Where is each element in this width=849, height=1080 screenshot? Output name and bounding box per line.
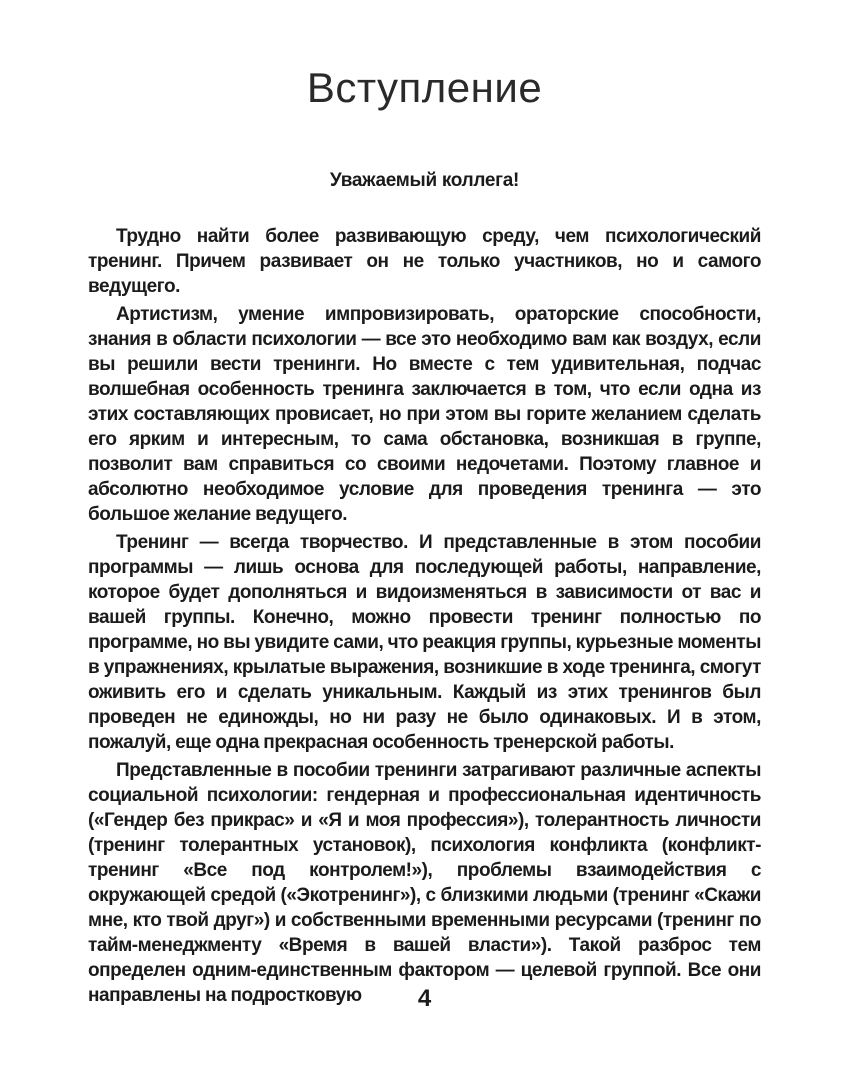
body-text [88,224,761,1008]
paragraph-2: Артистизм, умение импровизировать, ораторские способности, знания в области психологии — все это необходимо вам как воздух, если вы решили вести тренинги. Но вместе с тем удивительная, подчас волшебная особенность тренинга заключается в том, что если одна из этих составляющих провисает, но при этом вы горите желанием сделать его ярким и интересным, то сама обстановка, возникшая в группе, позволит вам справиться со своими недочетами. Поэтому главное и абсолютно необходимое условие для проведения тренинга — это большое желание ведущего. [88,304,761,525]
salutation: Уважаемый коллега! [329,170,520,191]
paragraph-3: Тренинг — всегда творчество. И представленные в этом пособии программы — лишь основа для последующей работы, направление, которое будет дополняться и видоизменяться в зависимости от вас и вашей группы. Конечно, можно провести тренинг полностью по программе, но вы увидите сами, что реакция группы, курьезные моменты в упражнениях, крылатые выражения, возникшие в ходе тренинга, смогут оживить его и сделать уникальным. Каждый из этих тренингов был проведен не единожды, но ни разу не было одинаковых. И в этом, пожалуй, еще одна прекрасная особенность тренерской работы. [88,532,761,753]
paragraph-4: Представленные в пособии тренинги затрагивают различные аспекты социальной психологии: гендерная и профессиональная идентичность («Гендер без прикрас» и «Я и моя профессия»), толерантность личности (тренинг толерантных установок), психология конфликта (конфликт-тренинг «Все под контролем!»), проблемы взаимодействия с окружающей средой («Экотренинг»), с близкими людьми (тренинг «Скажи мне, кто твой друг») и собственными временными ресурсами (тренинг по тайм-менеджменту «Время в вашей власти»). Такой разброс тем определен одним-единственным фактором — целевой группой. Все они направлены на подростковую [88,760,761,1006]
page-number: 4 [417,985,432,1012]
paragraph-1: Трудно найти более развивающую среду, чем психологический тренинг. Причем развивает он не только участников, но и самого ведущего. [88,226,761,297]
chapter-title: Вступление [306,64,543,111]
